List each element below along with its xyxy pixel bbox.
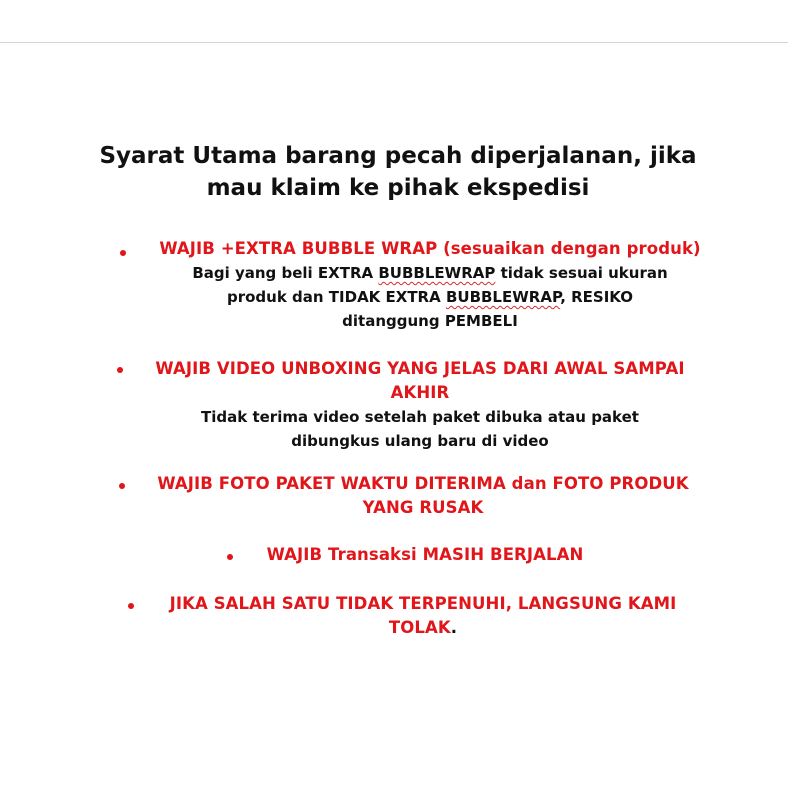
note-text: produk dan TIDAK EXTRA (226, 288, 446, 306)
requirement-text: WAJIB Transaksi MASIH BERJALAN (266, 545, 584, 564)
bullet-icon (117, 367, 123, 373)
list-item (138, 592, 708, 640)
list-item (125, 357, 715, 453)
requirement-text: WAJIB VIDEO UNBOXING YANG JELAS DARI AWAL SAMPAI (155, 359, 685, 378)
title-line-1: Syarat Utama barang pecah diperjalanan, jika (99, 143, 697, 169)
requirement-line (138, 616, 708, 640)
bullet-icon (227, 554, 233, 560)
note-line: Tidak terima video setelah paket dibuka atau paket (201, 408, 639, 426)
title-line-2: mau klaim ke pihak ekspedisi (206, 175, 590, 201)
bullet-icon (128, 603, 134, 609)
requirement-text: YANG RUSAK (362, 498, 484, 517)
note-line: ditanggung PEMBELI (342, 312, 518, 330)
note-text: tidak sesuai ukuran (495, 264, 668, 282)
requirement-text: AKHIR (390, 383, 450, 402)
period-text: . (450, 618, 458, 637)
document-title (60, 140, 736, 204)
note-text-spellcheck: BUBBLEWRAP (445, 288, 561, 306)
list-item (130, 237, 730, 333)
note-text: Bagi yang beli EXTRA (192, 264, 379, 282)
requirement-text: WAJIB FOTO PAKET WAKTU DITERIMA dan FOTO PRODUK (157, 474, 689, 493)
requirement-text: WAJIB +EXTRA BUBBLE WRAP (sesuaikan dengan produk) (159, 239, 701, 258)
requirement-text: JIKA SALAH SATU TIDAK TERPENUHI, LANGSUNG KAMI (169, 594, 677, 613)
note-line: dibungkus ulang baru di video (291, 432, 549, 450)
bullet-icon (119, 483, 125, 489)
note-line (130, 261, 730, 285)
note-text: , RESIKO (560, 288, 633, 306)
list-item (240, 543, 610, 567)
bullet-icon (120, 250, 126, 256)
note-text-spellcheck: BUBBLEWRAP (378, 264, 496, 282)
note-line (130, 285, 730, 309)
list-item (128, 472, 718, 520)
requirement-text: TOLAK (388, 618, 451, 637)
